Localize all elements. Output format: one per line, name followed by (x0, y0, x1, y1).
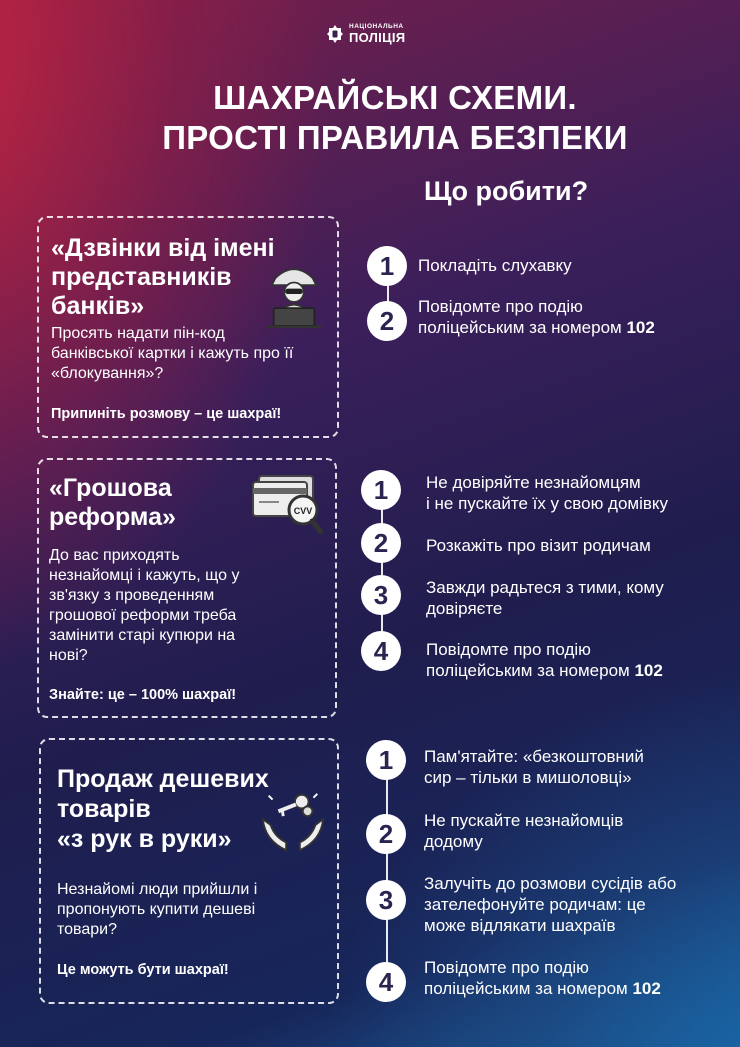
step-line: Залучіть до розмови сусідів або (424, 874, 677, 893)
phone-number: 102 (626, 318, 655, 337)
step-number: 2 (367, 301, 407, 341)
subtitle: Що робити? (424, 176, 589, 206)
scheme-card-money-reform (37, 458, 337, 718)
step-line: Розкажіть про візит родичам (426, 536, 651, 555)
step-number: 1 (367, 246, 407, 286)
title-line1: ШАХРАЙСЬКІ СХЕМИ. (213, 79, 577, 116)
heading-line: реформа» (49, 503, 176, 531)
step-line: поліцейським за номером (418, 318, 627, 337)
step-number: 3 (361, 575, 401, 615)
cvv-label: CVV (293, 506, 313, 516)
heading-line: «Дзвінки від імені (51, 234, 275, 262)
step-item (361, 523, 401, 563)
step-number: 1 (366, 740, 406, 780)
body-line: До вас приходять (49, 547, 180, 564)
step-line: Пам'ятайте: «безкоштовний (424, 747, 644, 766)
step-text (426, 535, 651, 556)
card-warning: Припиніть розмову – це шахраї! (51, 406, 282, 422)
heading-line: представників (51, 263, 232, 291)
step-item (366, 962, 406, 1002)
heading-line: банків» (51, 292, 145, 320)
step-number: 4 (361, 631, 401, 671)
scheme-card-cheap-goods (39, 738, 339, 1004)
step-text (424, 957, 661, 999)
hacker-icon (263, 258, 325, 330)
step-line: поліцейським за номером (426, 661, 635, 680)
step-line: і не пускайте їх у свою домівку (426, 494, 669, 513)
card-heading (51, 234, 275, 321)
step-line: Повідомте про подію (426, 640, 591, 659)
step-line: Повідомте про подію (418, 297, 583, 316)
step-text (426, 472, 668, 514)
card-cvv-magnifier-icon (249, 470, 329, 540)
phone-number: 102 (634, 661, 663, 680)
card-body (57, 880, 257, 940)
step-line: Повідомте про подію (424, 958, 589, 977)
logo-line2: ПОЛІЦІЯ (349, 29, 406, 45)
body-line: товари? (57, 921, 117, 938)
body-line: Незнайомі люди прийшли і (57, 881, 258, 898)
step-line: Не пускайте незнайомців (424, 811, 624, 830)
step-number: 4 (366, 962, 406, 1002)
heading-line: Продаж дешевих (57, 765, 269, 793)
step-text (424, 810, 623, 852)
body-line: банківської картки і кажуть про її (51, 345, 294, 362)
step-item (361, 631, 401, 671)
title-line2: ПРОСТІ ПРАВИЛА БЕЗПЕКИ (162, 119, 628, 156)
step-text (418, 296, 655, 338)
step-line: Не довіряйте незнайомцям (426, 473, 641, 492)
heading-line: «Грошова (49, 474, 172, 502)
step-number: 1 (361, 470, 401, 510)
step-item (367, 301, 407, 341)
step-line: додому (424, 832, 483, 851)
step-item (366, 814, 406, 854)
logo-line1: НАЦІОНАЛЬНА (349, 23, 404, 30)
card-body (49, 546, 239, 666)
phone-number: 102 (632, 979, 661, 998)
step-number: 2 (366, 814, 406, 854)
step-text (418, 255, 572, 276)
hands-with-keys-icon (257, 786, 329, 858)
step-item (361, 470, 401, 510)
body-line: грошової реформи треба (49, 607, 237, 624)
step-line: Покладіть слухавку (418, 256, 572, 275)
heading-line: товарів (57, 795, 151, 823)
step-number: 2 (361, 523, 401, 563)
card-warning: Знайте: це – 100% шахраї! (49, 687, 237, 703)
step-text (426, 577, 664, 619)
step-number: 3 (366, 880, 406, 920)
steps-connector (386, 760, 388, 982)
step-item (366, 740, 406, 780)
step-line: довіряєте (426, 599, 503, 618)
scheme-card-bank-calls (37, 216, 339, 438)
card-heading (57, 764, 269, 854)
heading-line: «з рук в руки» (57, 825, 232, 853)
body-line: незнайомці і кажуть, що у (49, 567, 240, 584)
police-shield-icon (327, 25, 343, 43)
body-line: Просять надати пін-код (51, 325, 225, 342)
card-heading (49, 474, 176, 532)
step-text (426, 639, 663, 681)
step-text (424, 746, 644, 788)
police-logo (327, 24, 405, 44)
step-line: поліцейським за номером (424, 979, 633, 998)
steps-connector (381, 490, 383, 652)
body-line: «блокування»? (51, 365, 164, 382)
step-item (361, 575, 401, 615)
card-warning: Це можуть бути шахраї! (57, 962, 229, 978)
body-line: зв'язку з проведенням (49, 587, 215, 604)
step-item (367, 246, 407, 286)
step-line: зателефонуйте родичам: це (424, 895, 646, 914)
step-line: може відлякати шахраїв (424, 916, 616, 935)
body-line: замінити старі купюри на (49, 627, 236, 644)
card-body (51, 324, 293, 384)
step-line: сир – тільки в мишоловці» (424, 768, 632, 787)
step-line: Завжди радьтеся з тими, кому (426, 578, 664, 597)
step-item (366, 880, 406, 920)
body-line: пропонують купити дешеві (57, 901, 256, 918)
page-title (0, 78, 740, 158)
body-line: нові? (49, 647, 88, 664)
step-text (424, 873, 676, 936)
